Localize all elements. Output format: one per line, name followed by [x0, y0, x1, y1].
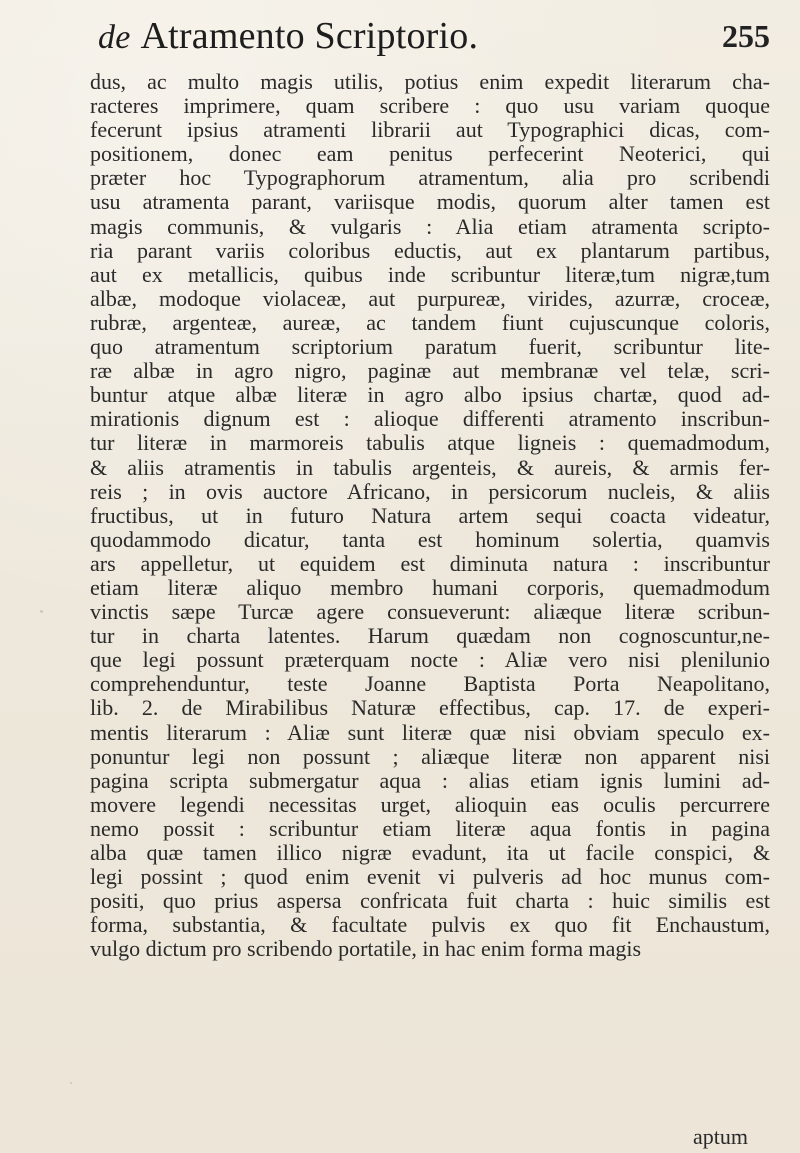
text-line: vinctis sæpe Turcæ agere consueverunt: aliæque literæ scribun- [90, 600, 770, 625]
body-text [90, 70, 780, 961]
text-line: reis ; in ovis auctore Africano, in persicorum nucleis, & aliis [90, 479, 770, 504]
running-header [0, 0, 800, 70]
text-line: etiam literæ aliquo membro humani corporis, quemadmodum [90, 575, 770, 600]
text-line: ræ albæ in agro nigro, paginæ aut membranæ vel telæ, scri- [90, 359, 770, 384]
text-line: pagina scripta submergatur aqua : alias etiam ignis lumini ad- [90, 768, 770, 793]
text-line: rubræ, argenteæ, aureæ, ac tandem fiunt cujuscunque coloris, [90, 310, 770, 335]
text-line: ponuntur legi non possunt ; aliæque literæ non apparent nisi [90, 744, 770, 769]
text-line: dus, ac multo magis utilis, potius enim expedit literarum cha- [90, 70, 770, 94]
text-line: quodammodo dicatur, tanta est hominum solertia, quamvis [90, 527, 770, 552]
text-line: ars appelletur, ut equidem est diminuta natura : inscribuntur [90, 551, 770, 576]
running-title-prefix: de [98, 19, 131, 56]
catchword: aptum [693, 1124, 748, 1149]
text-line: buntur atque albæ literæ in agro albo ipsius chartæ, quod ad- [90, 383, 770, 408]
text-line: tur literæ in marmoreis tabulis atque ligneis : quemadmodum, [90, 431, 770, 456]
text-line: tur in charta latentes. Harum quædam non cognoscuntur,ne- [90, 624, 770, 649]
text-line: præter hoc Typographorum atramentum, alia pro scribendi [90, 166, 770, 191]
page-number: 255 [722, 18, 770, 54]
text-line: nemo possit : scribuntur etiam literæ aqua fontis in pagina [90, 816, 770, 841]
text-line: alba quæ tamen illico nigræ evadunt, ita ut facile conspici, & [90, 841, 770, 865]
text-line: racteres imprimere, quam scribere : quo usu variam quoque [90, 94, 770, 119]
text-line: legi possint ; quod enim evenit vi pulveris ad hoc munus com- [90, 865, 770, 890]
text-line: lib. 2. de Mirabilibus Naturæ effectibus, cap. 17. de experi- [90, 696, 770, 721]
text-line: positi, quo prius aspersa confricata fuit charta : huic similis est [90, 889, 770, 914]
text-line: vulgo dictum pro scribendo portatile, in hac enim forma magis [90, 937, 642, 962]
text-line: fecerunt ipsius atramenti librarii aut Typographici dicas, com- [90, 118, 770, 143]
text-line: ria parant variis coloribus eductis, aut ex plantarum partibus, [90, 238, 770, 263]
paper-speck [70, 1082, 72, 1084]
text-line: aut ex metallicis, quibus inde scribuntur literæ,tum nigræ,tum [90, 262, 770, 287]
running-title [98, 14, 478, 58]
text-line: mentis literarum : Aliæ sunt literæ quæ nisi obviam speculo ex- [90, 720, 770, 745]
text-line: que legi possunt præterquam nocte : Aliæ vero nisi plenilunio [90, 648, 770, 673]
text-line: movere legendi necessitas urget, alioquin eas oculis percurrere [90, 792, 770, 817]
text-line: fructibus, ut in futuro Natura artem sequi coacta videatur, [90, 503, 770, 528]
text-line: quo atramentum scriptorium paratum fuerit, scribuntur lite- [90, 335, 770, 360]
text-line: mirationis dignum est : alioque differenti atramento inscribun- [90, 407, 770, 432]
text-line: albæ, modoque violaceæ, aut purpureæ, virides, azurræ, croceæ, [90, 286, 770, 311]
paper-speck [40, 610, 43, 613]
text-line: usu atramenta parant, variisque modis, quorum alter tamen est [90, 190, 770, 215]
text-line: forma, substantia, & facultate pulvis ex quo fit Enchaustum, [90, 913, 770, 938]
text-line: comprehenduntur, teste Joanne Baptista Porta Neapolitano, [90, 672, 770, 697]
text-line: magis communis, & vulgaris : Alia etiam atramenta scripto- [90, 214, 770, 239]
text-line: positionem, donec eam penitus perfecerint Neoterici, qui [90, 142, 770, 167]
text-line: & aliis atramentis in tabulis argenteis, & aureis, & armis fer- [90, 455, 770, 480]
running-title-main: Atramento Scriptorio. [140, 15, 479, 57]
